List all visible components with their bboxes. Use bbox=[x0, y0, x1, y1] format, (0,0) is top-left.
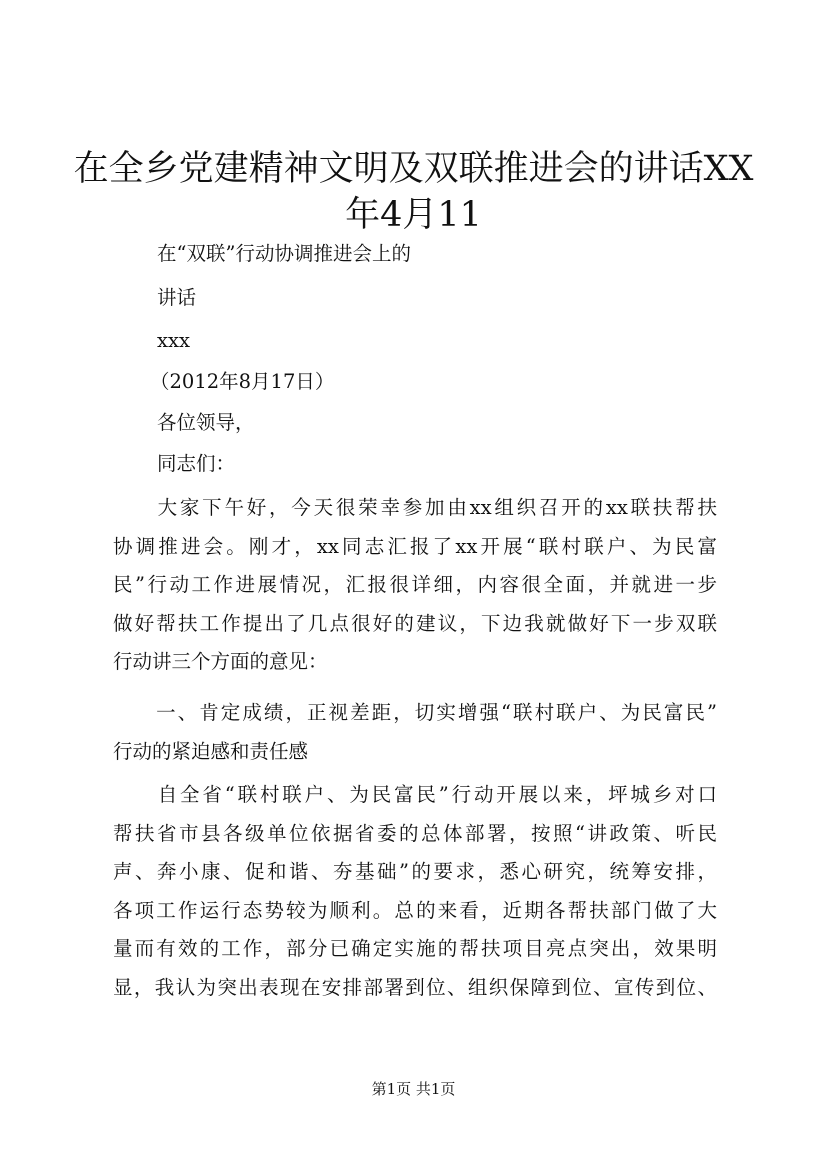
paragraph-body bbox=[113, 776, 717, 1007]
speech-date: （2012年8月17日） bbox=[150, 370, 335, 393]
paragraph-line: 各项工作运行态势较为顺利。总的来看，近期各帮扶部门做了大 bbox=[113, 898, 717, 922]
paragraph-line: 民”行动工作进展情况，汇报很详细，内容很全面，并就进一步 bbox=[113, 573, 717, 596]
paragraph-line: 声、奔小康、促和谐、夯基础”的要求，悉心研究，统筹安排， bbox=[113, 860, 717, 883]
document-title-line-1: 在全乡党建精神文明及双联推进会的讲话XX bbox=[73, 149, 754, 189]
paragraph-line: 行动讲三个方面的意见： bbox=[113, 650, 328, 673]
paragraph-line: 自全省“联村联户、为民富民”行动开展以来，坪城乡对口 bbox=[113, 783, 717, 806]
paragraph-line: 量而有效的工作，部分已确定实施的帮扶项目亮点突出，效果明 bbox=[113, 937, 717, 960]
subtitle-line-2: 讲话 bbox=[157, 286, 197, 309]
subtitle-line-1: 在“双联”行动协调推进会上的 bbox=[157, 242, 411, 265]
salutation-leaders: 各位领导， bbox=[157, 411, 255, 434]
paragraph-opening bbox=[113, 489, 717, 682]
section-heading-1 bbox=[113, 694, 717, 771]
paragraph-line: 帮扶省市县各级单位依据省委的总体部署，按照“讲政策、听民 bbox=[113, 821, 717, 845]
section-heading-line: 行动的紧迫感和责任感 bbox=[113, 739, 309, 763]
paragraph-line: 显，我认为突出表现在安排部署到位、组织保障到位、宣传到位、 bbox=[113, 975, 717, 999]
speaker-name: xxx bbox=[157, 329, 190, 352]
paragraph-line: 协调推进会。刚才，xx同志汇报了xx开展“联村联户、为民富 bbox=[113, 534, 717, 558]
page-number-footer: 第1页 共1页 bbox=[371, 1080, 456, 1098]
section-heading-line: 一、肯定成绩，正视差距，切实增强“联村联户、为民富民” bbox=[113, 701, 717, 724]
paragraph-line: 大家下午好，今天很荣幸参加由xx组织召开的xx联扶帮扶 bbox=[113, 496, 717, 519]
document-title-line-2: 年4月11 bbox=[345, 195, 482, 235]
paragraph-line: 做好帮扶工作提出了几点很好的建议，下边我就做好下一步双联 bbox=[113, 611, 717, 635]
salutation-comrades: 同志们： bbox=[157, 452, 236, 475]
